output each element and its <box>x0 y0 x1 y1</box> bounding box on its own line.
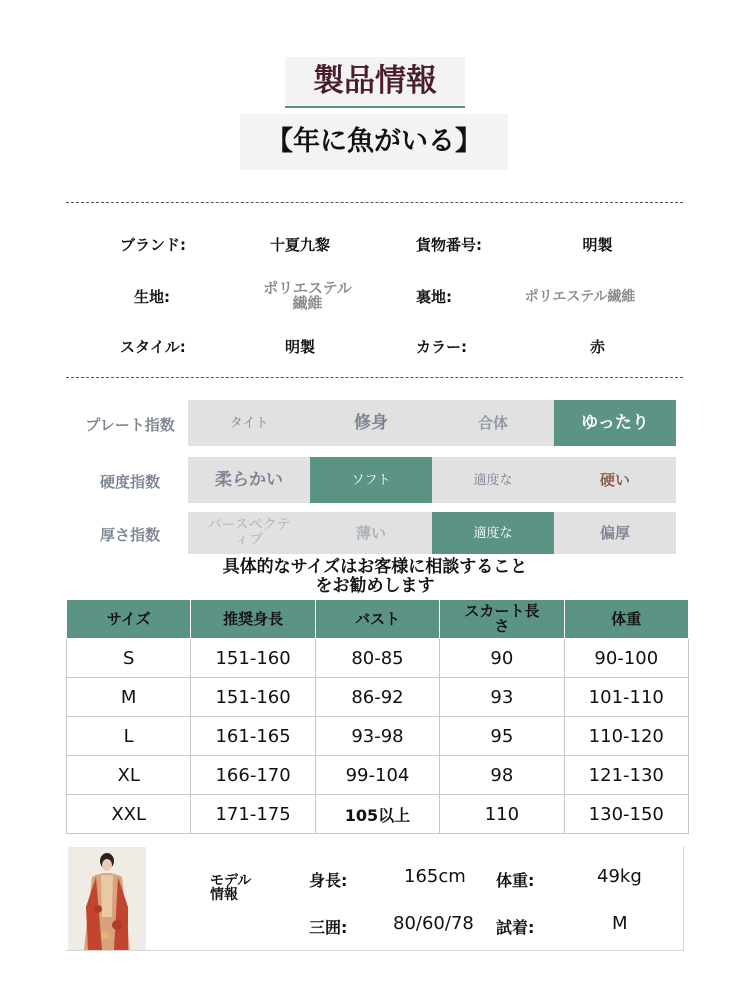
brand-value: 十夏九黎 <box>269 236 330 254</box>
size-advice-note <box>150 558 600 596</box>
size-advice-line1: 具体的なサイズはお客様に相談すること <box>222 557 528 577</box>
table-cell: 151-160 <box>191 678 315 717</box>
table-cell: 166-170 <box>191 756 315 795</box>
table-cell: 98 <box>440 756 564 795</box>
hardness-index-option: 適度な <box>473 472 513 488</box>
model-measure-value: 80/60/78 <box>393 913 474 934</box>
header-weight: 体重 <box>564 600 688 639</box>
fit-index-option-selected: ゆったり <box>554 400 676 446</box>
thickness-index-option: 偏厚 <box>599 523 630 542</box>
table-cell: 161-165 <box>191 717 315 756</box>
size-table-header <box>67 600 689 639</box>
table-cell: 93 <box>440 678 564 717</box>
header-size: サイズ <box>67 600 191 639</box>
product-name: 【年に魚がいる】 <box>240 114 508 170</box>
table-cell: 90-100 <box>564 639 688 678</box>
table-cell: 95 <box>440 717 564 756</box>
thickness-index-label: 厚さ指数 <box>99 526 160 544</box>
style-value: 明製 <box>284 338 315 356</box>
table-cell: XL <box>67 756 191 795</box>
item-no-value: 明製 <box>582 236 613 254</box>
model-try-label: 試着: <box>496 918 535 937</box>
table-cell: 86-92 <box>315 678 439 717</box>
fit-index-option: 修身 <box>354 412 388 433</box>
table-row <box>67 639 689 678</box>
table-cell: 101-110 <box>564 678 688 717</box>
title-underline <box>285 106 465 108</box>
brand-label: ブランド: <box>120 236 186 254</box>
fabric-value <box>245 281 370 311</box>
thickness-index-option-selected: 適度な <box>432 512 554 554</box>
table-row <box>67 756 689 795</box>
fit-index-label: プレート指数 <box>85 416 175 434</box>
size-table <box>66 599 689 834</box>
model-weight-label: 体重: <box>496 871 535 890</box>
table-cell: 110-120 <box>564 717 688 756</box>
divider-top <box>66 202 683 203</box>
model-measure-label: 三囲: <box>309 918 348 937</box>
table-cell: 130-150 <box>564 795 688 834</box>
thickness-index-bar <box>188 512 676 554</box>
hardness-index-option-selected: ソフト <box>310 457 432 503</box>
table-cell: 121-130 <box>564 756 688 795</box>
model-try-value: M <box>612 913 628 934</box>
table-cell: 80-85 <box>315 639 439 678</box>
thickness-index-option: 薄い <box>355 523 386 542</box>
fit-index-bar <box>188 400 676 446</box>
table-cell: 171-175 <box>191 795 315 834</box>
table-cell: M <box>67 678 191 717</box>
model-info-box <box>66 846 684 951</box>
fabric-value-line2: 繊維 <box>292 294 323 312</box>
hardness-index-option: 硬い <box>599 470 630 489</box>
model-info-label: モデル情報 <box>210 873 252 903</box>
thickness-index-option: バースペクティブ <box>207 517 291 548</box>
fabric-label: 生地: <box>134 288 170 306</box>
divider-middle <box>66 377 683 378</box>
table-cell: 151-160 <box>191 639 315 678</box>
model-weight-value: 49kg <box>597 866 642 887</box>
page-title: 製品情報 <box>285 57 465 105</box>
fit-index-option: タイト <box>229 415 269 431</box>
header-skirt-length: スカート長さ <box>440 600 564 639</box>
hardness-index-bar <box>188 457 676 503</box>
model-height-label: 身長: <box>309 871 348 890</box>
header-bust: バスト <box>315 600 439 639</box>
table-cell: 90 <box>440 639 564 678</box>
header-height: 推奨身長 <box>191 600 315 639</box>
table-row <box>67 717 689 756</box>
table-cell: S <box>67 639 191 678</box>
table-cell: XXL <box>67 795 191 834</box>
table-row <box>67 678 689 717</box>
fit-index-option: 合体 <box>477 413 508 432</box>
lining-label: 裏地: <box>416 288 452 306</box>
table-cell: 99-104 <box>315 756 439 795</box>
model-height-value: 165cm <box>404 866 466 887</box>
table-row <box>67 795 689 834</box>
hardness-index-option: 柔らかい <box>215 469 283 490</box>
table-cell: 93-98 <box>315 717 439 756</box>
size-advice-line2: をお勧めします <box>315 576 435 596</box>
color-value: 赤 <box>589 338 605 356</box>
table-cell: 110 <box>440 795 564 834</box>
table-cell: L <box>67 717 191 756</box>
table-cell: 105以上 <box>315 795 439 834</box>
model-photo <box>68 847 146 950</box>
fabric-value-line1: ポリエステル <box>263 279 352 297</box>
lining-value: ポリエステル繊維 <box>524 289 636 305</box>
style-label: スタイル: <box>120 338 186 356</box>
color-label: カラー: <box>416 338 467 356</box>
item-no-label: 貨物番号: <box>416 236 482 254</box>
hardness-index-label: 硬度指数 <box>99 473 160 491</box>
